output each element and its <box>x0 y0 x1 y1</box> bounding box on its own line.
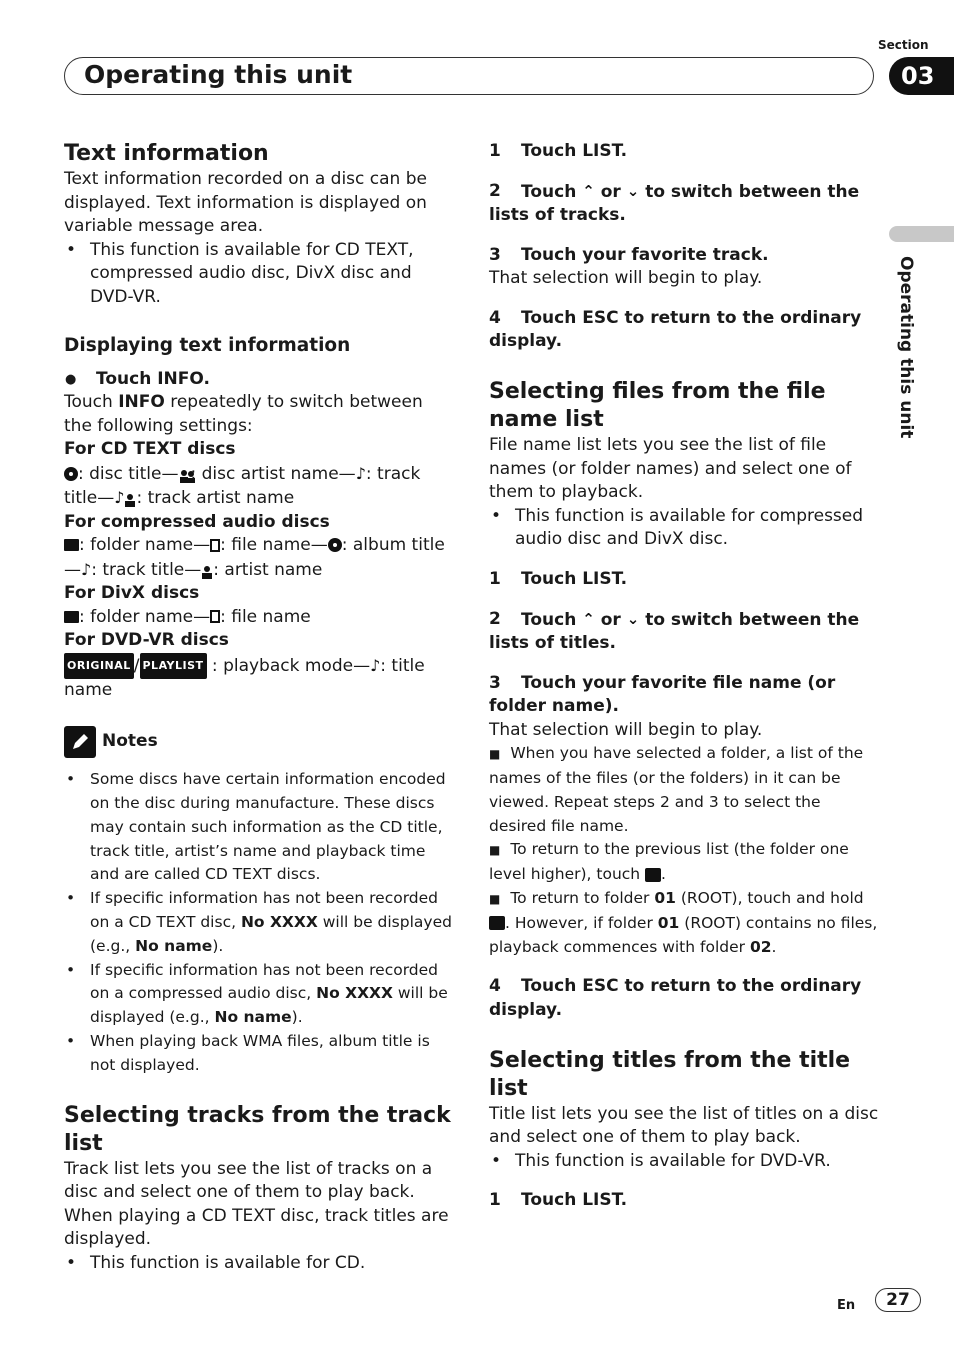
files-intro: File name list lets you see the list of file names (or folder names) and select one of them to playback. <box>489 434 852 503</box>
cd-text-settings: : disc title— : disc artist name—♪: track title—♪ : track artist name <box>64 463 421 509</box>
track-list-heading: Selecting tracks from the track list <box>64 1102 451 1156</box>
page-title: Operating this unit <box>84 60 353 89</box>
cd-text-heading: For CD TEXT discs <box>64 439 236 460</box>
section-number-badge: 03 <box>889 57 954 95</box>
folder-up-icon <box>645 868 661 882</box>
left-column <box>64 140 454 1276</box>
note-item: • If specific information has not been recorded on a compressed audio disc, No XXXX will be displayed (e.g., No name). <box>64 959 454 1030</box>
text-information-intro: Text information recorded on a disc can be displayed. Text information is displayed on variable message area. <box>64 169 427 237</box>
track-step-1: 1 Touch LIST. <box>489 141 628 161</box>
track-step-3: 3 Touch your favorite track. <box>489 244 769 265</box>
note-item: • If specific information has not been recorded on a CD TEXT disc, No XXXX will be displayed (e.g., No name). <box>64 887 454 958</box>
titles-bullet: • This function is available for DVD-VR. <box>489 1150 879 1174</box>
note-artist-icon: ♪ <box>114 488 125 508</box>
file-icon <box>210 610 220 623</box>
files-note-item: ■ To return to folder 01 (ROOT), touch and hold . However, if folder 01 (ROOT) contains no files, playback commences with folder 02. <box>489 889 878 956</box>
side-tab-label: Operating this unit <box>896 256 916 439</box>
displaying-text-heading: Displaying text information <box>64 334 351 356</box>
files-step-3: 3 Touch your favorite file name (or folder name). <box>489 672 836 717</box>
files-heading: Selecting files from the file name list <box>489 378 826 432</box>
displaying-desc: Touch INFO repeatedly to switch between the following settings: <box>64 392 423 436</box>
titles-step-1: 1 Touch LIST. <box>489 1190 628 1211</box>
original-label-icon: ORIGINAL <box>64 653 134 679</box>
language-label: En <box>837 1298 856 1313</box>
compressed-heading: For compressed audio discs <box>64 511 330 532</box>
files-notes <box>489 742 879 959</box>
notes-pencil-icon <box>64 726 96 758</box>
files-step-2: 2 Touch ⌃ or ⌄ to switch between the lists of titles. <box>489 609 860 653</box>
chevron-down-icon: ⌄ <box>626 181 640 200</box>
files-note-item: ■ When you have selected a folder, a list of the names of the files (or the folders) in it can be viewed. Repeat steps 2 and 3 to select the desired file name. <box>489 744 864 835</box>
notes-list <box>64 768 454 1077</box>
dvd-vr-settings: ORIGINAL / PLAYLIST : playback mode—♪: title name <box>64 653 454 702</box>
dvd-vr-heading: For DVD-VR discs <box>64 630 229 651</box>
note-item: • When playing back WMA files, album title is not displayed. <box>64 1030 454 1078</box>
files-step-3-desc: That selection will begin to play. <box>489 719 763 740</box>
note-item: • Some discs have certain information encoded on the disc during manufacture. These discs may contain such information as the CD title, track title, artist’s name and playback time and are called CD TEXT discs. <box>64 768 454 887</box>
section-label: Section <box>878 38 929 52</box>
disc-icon <box>64 467 78 481</box>
folder-icon <box>64 539 79 551</box>
notes-header <box>64 726 454 758</box>
track-step-4: 4 Touch ESC to return to the ordinary display. <box>489 307 862 352</box>
artist-icon <box>201 563 213 577</box>
text-information-bullet: • This function is available for CD TEXT, compressed audio disc, DivX disc and DVD-VR. <box>64 239 454 310</box>
artist-icon <box>124 491 136 505</box>
track-step-2: 2 Touch ⌃ or ⌄ to switch between the lists of tracks. <box>489 181 860 225</box>
compressed-settings: : folder name— : file name— : album title—♪: track title— : artist name <box>64 535 445 580</box>
file-icon <box>210 539 220 552</box>
titles-intro: Title list lets you see the list of titles on a disc and select one of them to play back. <box>489 1103 879 1148</box>
folder-up-icon <box>489 916 505 930</box>
artist-group-icon <box>179 467 191 481</box>
track-list-bullet: • This function is available for CD. <box>64 1252 454 1276</box>
chevron-up-icon: ⌃ <box>582 609 595 628</box>
files-bullet: • This function is available for compressed audio disc and DivX disc. <box>489 505 879 552</box>
chevron-down-icon: ⌄ <box>626 609 640 628</box>
page-number: 27 <box>875 1288 921 1312</box>
playlist-label-icon: PLAYLIST <box>140 653 207 679</box>
files-note-item: ■ To return to the previous list (the folder one level higher), touch . <box>489 840 849 884</box>
divx-settings: : folder name— : file name <box>64 606 454 630</box>
album-disc-icon <box>328 538 342 552</box>
titles-heading: Selecting titles from the title list <box>489 1047 851 1101</box>
right-column <box>489 140 879 1213</box>
notes-heading: Notes <box>102 731 158 752</box>
chevron-up-icon: ⌃ <box>582 181 595 200</box>
files-step-1: 1 Touch LIST. <box>489 568 628 589</box>
files-step-4: 4 Touch ESC to return to the ordinary display. <box>489 976 862 1021</box>
track-list-intro: Track list lets you see the list of tracks on a disc and select one of them to play back. When playing a CD TEXT disc, track titles are displayed. <box>64 1158 449 1250</box>
music-note-icon: ♪ <box>355 463 366 483</box>
side-tab-marker <box>889 226 954 242</box>
folder-icon <box>64 611 79 623</box>
touch-info-step: ● Touch INFO. <box>64 368 454 392</box>
title-note-icon: ♪ <box>370 656 381 676</box>
divx-heading: For DivX discs <box>64 583 200 604</box>
text-information-heading: Text information <box>64 141 269 166</box>
track-note-icon: ♪ <box>81 559 92 579</box>
track-step-3-desc: That selection will begin to play. <box>489 268 763 289</box>
